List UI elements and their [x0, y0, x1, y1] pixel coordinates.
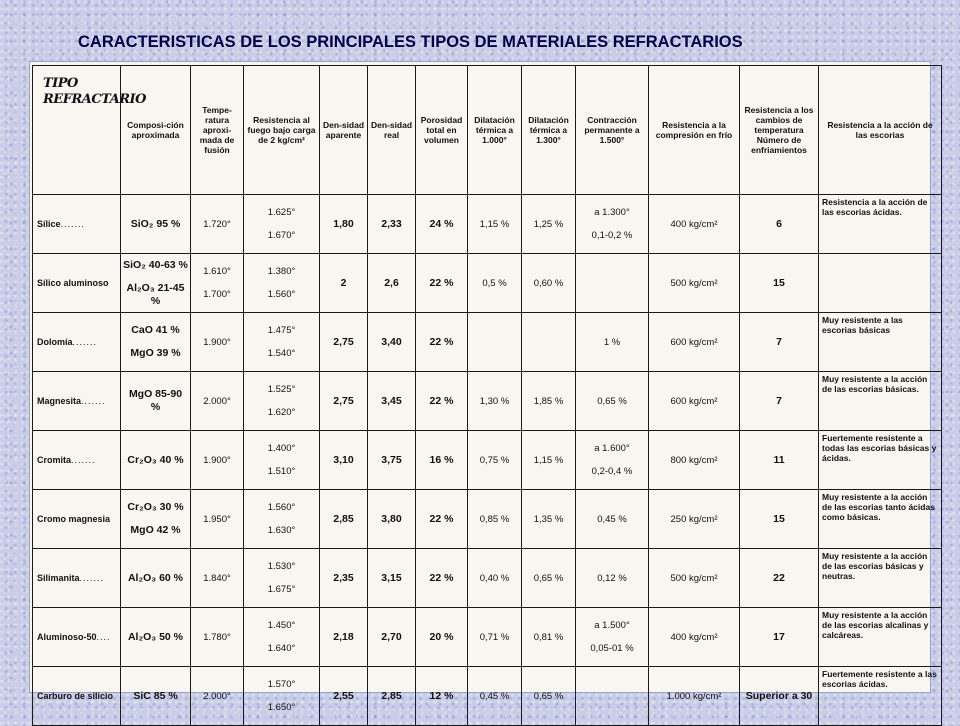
- table-row: [33, 549, 942, 608]
- compression-cell: 800 kg/cm²: [649, 431, 740, 490]
- slag-resistance-cell: Fuertemente resistente a las escorias ácidas.: [819, 667, 942, 726]
- apparent-density-cell: 2,85: [320, 490, 368, 549]
- dilatation-1000-cell: [468, 313, 522, 372]
- composition-cell-line: MgO 85-90 %: [128, 388, 183, 413]
- header-composition: Composi-ción aproximada: [121, 66, 191, 195]
- composition-cell: [121, 667, 191, 726]
- composition-cell-line: MgO 39 %: [130, 347, 181, 359]
- composition-cell: [121, 608, 191, 667]
- composition-cell: [121, 490, 191, 549]
- material-name-text: Cromita: [37, 454, 72, 465]
- apparent-density-cell: 2,75: [320, 313, 368, 372]
- real-density-cell: 3,45: [368, 372, 416, 431]
- real-density-cell: 2,70: [368, 608, 416, 667]
- material-name-text: Sílice: [37, 218, 61, 229]
- contraction-cell-line: 0,05-01 %: [590, 643, 634, 654]
- contraction-cell-line: 1 %: [603, 336, 621, 348]
- header-real-density: Den-sidad real: [368, 66, 416, 195]
- fire-resistance-cell-line: 1.670°: [267, 230, 296, 241]
- real-density-cell: 2,6: [368, 254, 416, 313]
- apparent-density-cell: 2,35: [320, 549, 368, 608]
- real-density-cell: 2,33: [368, 195, 416, 254]
- line-gap: [246, 278, 317, 288]
- contraction-cell-line: 0,65 %: [597, 395, 627, 407]
- contraction-cell: [576, 195, 649, 254]
- header-slag-resistance: Resistencia a la acción de las escorias: [819, 66, 942, 195]
- dilatation-1300-cell: 1,15 %: [522, 431, 576, 490]
- material-name: [33, 549, 121, 608]
- line-gap: [123, 272, 188, 282]
- fire-resistance-cell-line: 1.640°: [267, 643, 296, 654]
- dilatation-1000-cell: 1,30 %: [468, 372, 522, 431]
- slag-resistance-cell: Muy resistente a la acción de las escorias básicas y neutras.: [819, 549, 942, 608]
- thermal-cycles-cell: 11: [740, 431, 819, 490]
- composition-cell-line: Cr₂O₃ 30 %: [127, 501, 184, 513]
- compression-cell: 500 kg/cm²: [649, 254, 740, 313]
- real-density-cell: 3,75: [368, 431, 416, 490]
- thermal-cycles-cell: 22: [740, 549, 819, 608]
- compression-cell: 600 kg/cm²: [649, 313, 740, 372]
- porosity-cell: 16 %: [416, 431, 468, 490]
- porosity-cell: 22 %: [416, 254, 468, 313]
- leader-dots: ....: [96, 631, 111, 642]
- porosity-cell: 24 %: [416, 195, 468, 254]
- header-porosity: Porosidad total en volumen: [416, 66, 468, 195]
- table-row: [33, 254, 942, 313]
- fire-resistance-cell-line: 1.380°: [267, 266, 296, 277]
- fusion-temp-cell: 1.720°: [191, 195, 244, 254]
- refractory-materials-table: [32, 65, 942, 726]
- material-name-text: Magnesita: [37, 395, 82, 406]
- fusion-temp-cell: 1.900°: [191, 431, 244, 490]
- dilatation-1000-cell: 0,71 %: [468, 608, 522, 667]
- thermal-cycles-cell: 6: [740, 195, 819, 254]
- material-name: [33, 490, 121, 549]
- dilatation-1000-cell: 0,85 %: [468, 490, 522, 549]
- fire-resistance-cell-line: 1.510°: [267, 466, 296, 477]
- thermal-cycles-cell: 15: [740, 254, 819, 313]
- dilatation-1300-cell: 0,81 %: [522, 608, 576, 667]
- fusion-temp-cell: 1.950°: [191, 490, 244, 549]
- dilatation-1300-cell: 0,65 %: [522, 667, 576, 726]
- fire-resistance-cell: [244, 608, 320, 667]
- table-row: [33, 490, 942, 549]
- line-gap: [578, 455, 646, 465]
- porosity-cell: 22 %: [416, 490, 468, 549]
- scanned-table-sheet: [30, 62, 937, 713]
- line-gap: [246, 455, 317, 465]
- slag-resistance-cell: Muy resistente a la acción de las escorias básicas.: [819, 372, 942, 431]
- composition-cell-line: Cr₂O₃ 40 %: [127, 453, 184, 466]
- apparent-density-cell: 2,18: [320, 608, 368, 667]
- composition-cell-line: Al₂O₃ 21-45 %: [126, 281, 185, 307]
- fusion-temp-cell: 1.840°: [191, 549, 244, 608]
- porosity-cell: 12 %: [416, 667, 468, 726]
- compression-cell: 1.000 kg/cm²: [649, 667, 740, 726]
- line-gap: [193, 278, 241, 288]
- composition-cell-line: MgO 42 %: [130, 524, 181, 536]
- porosity-cell: 20 %: [416, 608, 468, 667]
- fire-resistance-cell-line: 1.560°: [267, 502, 296, 513]
- composition-cell-line: SiC 85 %: [133, 689, 178, 702]
- contraction-cell: [576, 608, 649, 667]
- composition-cell: [121, 431, 191, 490]
- fusion-temp-cell-line: 1.700°: [203, 289, 231, 300]
- material-name-text: Dolomía: [37, 336, 73, 347]
- dilatation-1000-cell: 0,75 %: [468, 431, 522, 490]
- material-name: [33, 608, 121, 667]
- contraction-cell-line: 0,2-0,4 %: [591, 466, 633, 477]
- dilatation-1000-cell: 0,5 %: [468, 254, 522, 313]
- table-row: [33, 431, 942, 490]
- material-name: [33, 372, 121, 431]
- composition-cell: [121, 195, 191, 254]
- fire-resistance-cell-line: 1.530°: [267, 561, 296, 572]
- fire-resistance-cell-line: 1.630°: [267, 525, 296, 536]
- apparent-density-cell: 2,75: [320, 372, 368, 431]
- contraction-cell: [576, 490, 649, 549]
- thermal-cycles-cell: 7: [740, 313, 819, 372]
- dilatation-1000-cell: 0,40 %: [468, 549, 522, 608]
- slag-resistance-cell: Muy resistente a las escorias básicas: [819, 313, 942, 372]
- line-gap: [246, 632, 317, 642]
- thermal-cycles-cell: 15: [740, 490, 819, 549]
- composition-cell-line: CaO 41 %: [131, 324, 180, 336]
- apparent-density-cell: 1,80: [320, 195, 368, 254]
- fire-resistance-cell: [244, 195, 320, 254]
- leader-dots: .......: [60, 218, 86, 229]
- contraction-cell-line: a 1.500°: [594, 620, 630, 631]
- fire-resistance-cell: [244, 372, 320, 431]
- fire-resistance-cell-line: 1.450°: [267, 620, 296, 631]
- line-gap: [578, 632, 646, 642]
- header-dilatation-1300: Dilatación térmica a 1.300°: [522, 66, 576, 195]
- fusion-temp-cell: 2.000°: [191, 667, 244, 726]
- dilatation-1000-cell: 0,45 %: [468, 667, 522, 726]
- leader-dots: .......: [72, 336, 98, 347]
- contraction-cell: [576, 431, 649, 490]
- table-row: [33, 313, 942, 372]
- material-name-text: Cromo magnesia: [37, 513, 111, 524]
- material-name: [33, 313, 121, 372]
- contraction-cell-line: 0,45 %: [597, 513, 627, 525]
- slag-resistance-cell: Muy resistente a la acción de las escorias tanto ácidas como básicas.: [819, 490, 942, 549]
- table-row: [33, 372, 942, 431]
- type-header: TIPO REFRACTARIO: [33, 66, 121, 195]
- table-row: [33, 195, 942, 254]
- header-fire-resistance: Resistencia al fuego bajo carga de 2 kg/cm²: [244, 66, 320, 195]
- line-gap: [246, 396, 317, 406]
- contraction-cell: [576, 254, 649, 313]
- line-gap: [246, 691, 317, 701]
- leader-dots: .......: [81, 395, 106, 406]
- dilatation-1000-cell: 1,15 %: [468, 195, 522, 254]
- composition-cell-line: Al₂O₃ 60 %: [127, 571, 184, 584]
- apparent-density-cell: 2: [320, 254, 368, 313]
- fire-resistance-cell: [244, 549, 320, 608]
- fire-resistance-cell-line: 1.560°: [267, 289, 296, 300]
- table-row: [33, 608, 942, 667]
- header-thermal-cycles: Resistencia a los cambios de temperatura Número de enfriamientos: [740, 66, 819, 195]
- fire-resistance-cell: [244, 490, 320, 549]
- contraction-cell: [576, 313, 649, 372]
- composition-cell: [121, 372, 191, 431]
- header-contraction: Contracción permanente a 1.500°: [576, 66, 649, 195]
- dilatation-1300-cell: [522, 313, 576, 372]
- composition-cell-line: SiO₂ 95 %: [130, 217, 181, 230]
- header-compression: Resistencia a la compresión en frío: [649, 66, 740, 195]
- material-name-text: Aluminoso-50: [37, 631, 97, 642]
- leader-dots: .......: [71, 454, 96, 465]
- thermal-cycles-cell: 7: [740, 372, 819, 431]
- compression-cell: 600 kg/cm²: [649, 372, 740, 431]
- slide-title: CARACTERISTICAS DE LOS PRINCIPALES TIPOS DE MATERIALES REFRACTARIOS: [78, 33, 743, 51]
- contraction-cell-line: 0,1-0,2 %: [591, 230, 633, 241]
- contraction-cell: [576, 667, 649, 726]
- fire-resistance-cell: [244, 313, 320, 372]
- compression-cell: 500 kg/cm²: [649, 549, 740, 608]
- compression-cell: 400 kg/cm²: [649, 195, 740, 254]
- fire-resistance-cell-line: 1.625°: [267, 207, 296, 218]
- real-density-cell: 3,80: [368, 490, 416, 549]
- compression-cell: 250 kg/cm²: [649, 490, 740, 549]
- material-name: [33, 254, 121, 313]
- dilatation-1300-cell: 1,25 %: [522, 195, 576, 254]
- fire-resistance-cell-line: 1.475°: [267, 325, 296, 336]
- porosity-cell: 22 %: [416, 549, 468, 608]
- material-name-text: Carburo de silicio: [37, 690, 114, 701]
- contraction-cell-line: a 1.300°: [594, 207, 630, 218]
- line-gap: [246, 219, 317, 229]
- contraction-cell: [576, 549, 649, 608]
- contraction-cell-line: a 1.600°: [594, 443, 630, 454]
- line-gap: [246, 573, 317, 583]
- material-name-text: Silimanita: [37, 572, 80, 583]
- line-gap: [123, 337, 188, 347]
- fire-resistance-cell-line: 1.675°: [267, 584, 296, 595]
- fire-resistance-cell-line: 1.650°: [267, 702, 296, 713]
- fire-resistance-cell-line: 1.620°: [267, 407, 296, 418]
- real-density-cell: 3,40: [368, 313, 416, 372]
- fire-resistance-cell: [244, 667, 320, 726]
- dilatation-1300-cell: 1,85 %: [522, 372, 576, 431]
- slag-resistance-cell: Fuertemente resistente a todas las escorias básicas y ácidas.: [819, 431, 942, 490]
- material-name: [33, 431, 121, 490]
- fire-resistance-cell-line: 1.570°: [267, 679, 296, 690]
- dilatation-1300-cell: 0,60 %: [522, 254, 576, 313]
- composition-cell: [121, 549, 191, 608]
- compression-cell: 400 kg/cm²: [649, 608, 740, 667]
- fire-resistance-cell-line: 1.400°: [267, 443, 296, 454]
- leader-dots: .......: [79, 572, 105, 583]
- line-gap: [123, 514, 188, 524]
- header-apparent-density: Den-sidad aparente: [320, 66, 368, 195]
- composition-cell: [121, 254, 191, 313]
- fusion-temp-cell-line: 1.610°: [203, 266, 231, 277]
- real-density-cell: 2,85: [368, 667, 416, 726]
- header-row: [33, 66, 942, 195]
- fire-resistance-cell: [244, 431, 320, 490]
- contraction-cell-line: 0,12 %: [597, 572, 627, 584]
- thermal-cycles-cell: Superior a 30: [740, 667, 819, 726]
- porosity-cell: 22 %: [416, 313, 468, 372]
- fusion-temp-cell: 1.900°: [191, 313, 244, 372]
- header-fusion-temp: Tempe-ratura aproxi-mada de fusión: [191, 66, 244, 195]
- header-dilatation-1000: Dilatación térmica a 1.000°: [468, 66, 522, 195]
- dilatation-1300-cell: 0,65 %: [522, 549, 576, 608]
- slag-resistance-cell: Muy resistente a la acción de las escorias alcalinas y calcáreas.: [819, 608, 942, 667]
- fusion-temp-cell: 1.780°: [191, 608, 244, 667]
- apparent-density-cell: 2,55: [320, 667, 368, 726]
- line-gap: [246, 337, 317, 347]
- fire-resistance-cell: [244, 254, 320, 313]
- line-gap: [246, 514, 317, 524]
- table-row: [33, 667, 942, 726]
- slag-resistance-cell: Resistencia a la acción de las escorias ácidas.: [819, 195, 942, 254]
- porosity-cell: 22 %: [416, 372, 468, 431]
- contraction-cell: [576, 372, 649, 431]
- thermal-cycles-cell: 17: [740, 608, 819, 667]
- material-name: [33, 667, 121, 726]
- real-density-cell: 3,15: [368, 549, 416, 608]
- slag-resistance-cell: [819, 254, 942, 313]
- composition-cell-line: SiO₂ 40-63 %: [123, 258, 188, 271]
- dilatation-1300-cell: 1,35 %: [522, 490, 576, 549]
- material-name-text: Sílico aluminoso: [37, 277, 109, 288]
- composition-cell: [121, 313, 191, 372]
- apparent-density-cell: 3,10: [320, 431, 368, 490]
- material-name: [33, 195, 121, 254]
- fire-resistance-cell-line: 1.525°: [267, 384, 296, 395]
- line-gap: [578, 219, 646, 229]
- fusion-temp-cell: [191, 254, 244, 313]
- fire-resistance-cell-line: 1.540°: [267, 348, 296, 359]
- fusion-temp-cell: 2.000°: [191, 372, 244, 431]
- composition-cell-line: Al₂O₃ 50 %: [127, 630, 184, 643]
